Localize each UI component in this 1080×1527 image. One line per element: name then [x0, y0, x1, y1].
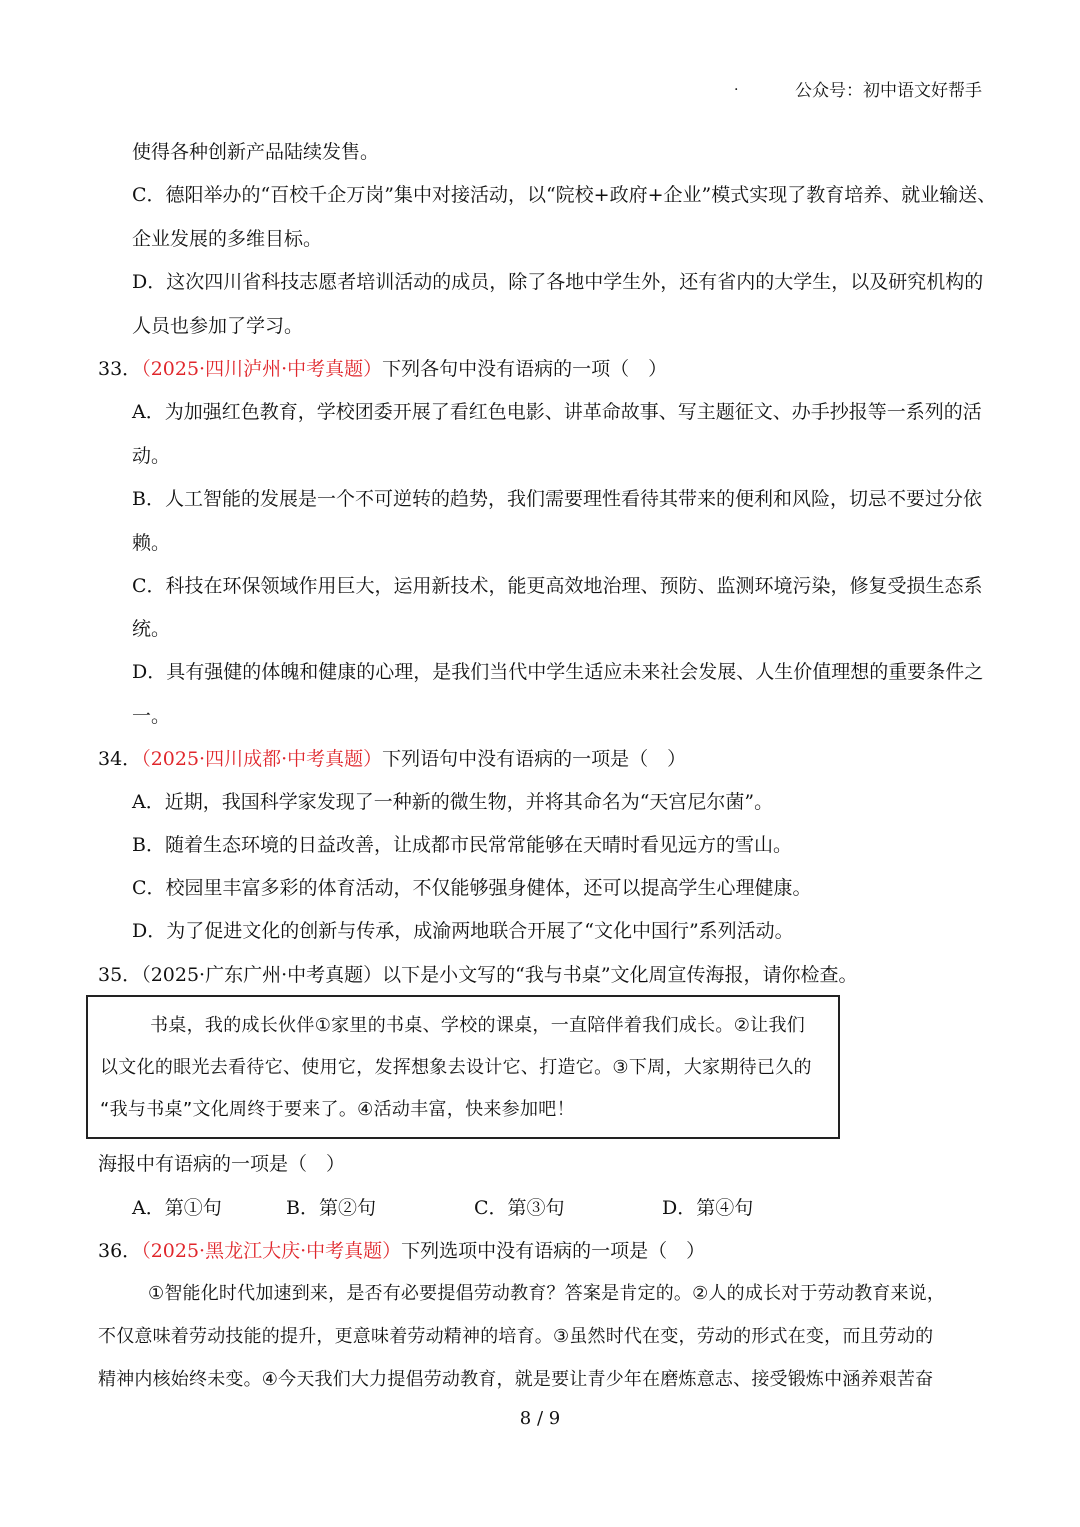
q34-option-d: D．为了促进文化的创新与传承，成渝两地联合开展了“文化中国行”系列活动。 [132, 920, 794, 942]
option-c-line2: 企业发展的多维目标。 [132, 228, 323, 250]
poster-box [86, 995, 840, 1139]
q33-option-c-line1: C．科技在环保领域作用巨大，运用新技术，能更高效地治理、预防、监测环境污染，修复受损生态系 [132, 575, 983, 597]
q33-option-a-line2: 动。 [132, 445, 171, 467]
option-c-line1: C．德阳举办的“百校千企万岗”集中对接活动，以“院校+政府+企业”模式实现了教育培养、就业输送、 [132, 184, 997, 206]
q33-option-a-line1: A．为加强红色教育，学校团委开展了看红色电影、讲革命故事、写主题征文、办手抄报等一系列的活 [132, 401, 982, 423]
q35-option-a: A．第①句 [132, 1197, 222, 1219]
question-number: 36． [98, 1240, 142, 1262]
q35-option-d: D．第④句 [662, 1197, 754, 1219]
question-number: 33． [98, 358, 142, 380]
q35-option-b: B．第②句 [286, 1197, 376, 1219]
q33-option-b-line2: 赖。 [132, 532, 171, 554]
question-text: 下列语句中没有语病的一项是（ ） [382, 748, 687, 770]
question-34-stem [98, 745, 686, 773]
question-source: （2025·黑龙江大庆·中考真题） [141, 1240, 402, 1262]
question-text: 下列选项中没有语病的一项是（ ） [401, 1240, 706, 1262]
continued-line: 使得各种创新产品陆续发售。 [132, 141, 380, 163]
question-33-stem [98, 355, 667, 383]
question-number: 35． [98, 964, 142, 986]
header-dot: . [734, 78, 739, 94]
q33-option-d-line1: D．具有强健的体魄和健康的心理，是我们当代中学生适应未来社会发展、人生价值理想的重要条件之 [132, 661, 984, 683]
header-account: 公众号：初中语文好帮手 [795, 81, 982, 101]
question-35-stem [98, 961, 858, 989]
q34-option-c: C．校园里丰富多彩的体育活动，不仅能够强身健体，还可以提高学生心理健康。 [132, 877, 812, 899]
option-d-line2: 人员也参加了学习。 [132, 315, 304, 337]
q33-option-c-line2: 统。 [132, 618, 171, 640]
q35-option-c: C．第③句 [474, 1197, 565, 1219]
q34-option-a: A．近期，我国科学家发现了一种新的微生物，并将其命名为“天宫尼尔菌”。 [132, 791, 774, 813]
q36-passage-line-1: ①智能化时代加速到来，是否有必要提倡劳动教育？答案是肯定的。②人的成长对于劳动教育来说， [148, 1283, 946, 1304]
question-number: 34． [98, 748, 142, 770]
question-36-stem [98, 1237, 705, 1265]
page-number: 8 / 9 [519, 1408, 561, 1429]
question-text: 下列各句中没有语病的一项（ ） [382, 358, 668, 380]
question-source: （2025·四川成都·中考真题） [141, 748, 383, 770]
q35-ask: 海报中有语病的一项是（ ） [98, 1153, 346, 1175]
q36-passage-line-3: 精神内核始终未变。④今天我们大力提倡劳动教育，就是要让青少年在磨炼意志、接受锻炼中涵养艰苦奋 [98, 1369, 934, 1390]
question-source: （2025·四川泸州·中考真题） [141, 358, 383, 380]
poster-line-2: 以文化的眼光去看待它、使用它，发挥想象去设计它、打造它。③下周，大家期待已久的 [100, 1057, 812, 1078]
question-text: （2025·广东广州·中考真题）以下是小文写的“我与书桌”文化周宣传海报，请你检查。 [141, 964, 858, 986]
poster-line-3: “我与书桌”文化周终于要来了。④活动丰富，快来参加吧！ [100, 1099, 575, 1120]
poster-line-1: 书桌，我的成长伙伴①家里的书桌、学校的课桌，一直陪伴着我们成长。②让我们 [150, 1015, 806, 1036]
option-d-line1: D．这次四川省科技志愿者培训活动的成员，除了各地中学生外，还有省内的大学生，以及研究机构的 [132, 271, 984, 293]
q36-passage-line-2: 不仅意味着劳动技能的提升，更意味着劳动精神的培育。③虽然时代在变，劳动的形式在变，而且劳动的 [98, 1326, 934, 1347]
q34-option-b: B．随着生态环境的日益改善，让成都市民常常能够在天晴时看见远方的雪山。 [132, 834, 792, 856]
q33-option-b-line1: B．人工智能的发展是一个不可逆转的趋势，我们需要理性看待其带来的便利和风险，切忌不要过分依 [132, 488, 982, 510]
q33-option-d-line2: 一。 [132, 705, 171, 727]
